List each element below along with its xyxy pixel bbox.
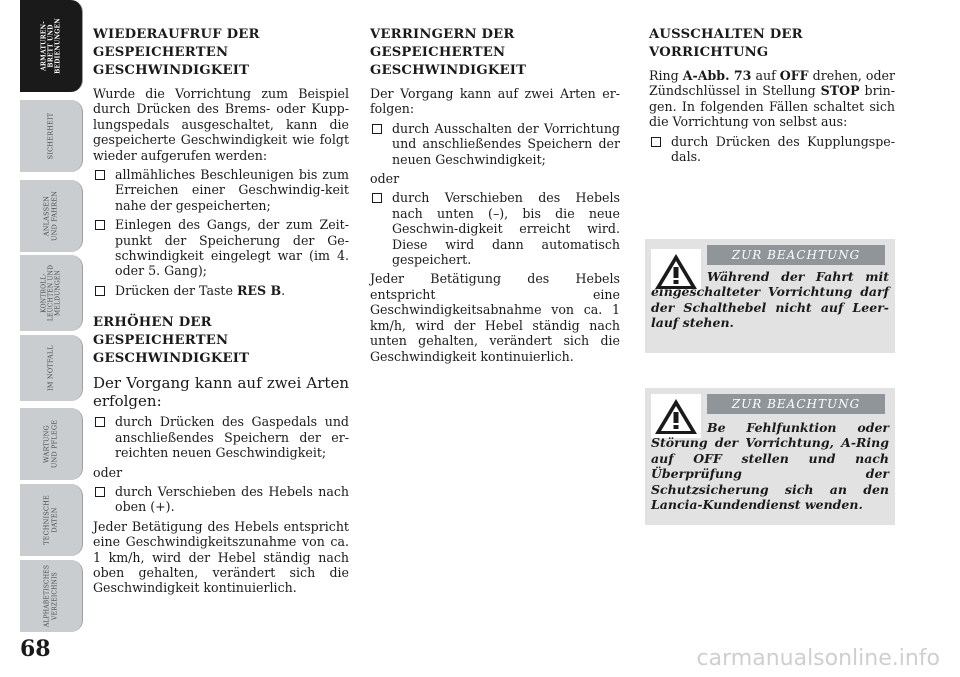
bullet-list [93,414,349,460]
bullet-list [649,134,895,165]
bullet-list [370,121,620,167]
paragraph: Der Vorgang kann auf zwei Arten er-folgen: [370,86,620,117]
checkbox-bullet-icon [372,193,382,203]
page-number: 68 [20,636,51,662]
tab-armaturenbrett[interactable]: ARMATUREN- BRETT UND BEDIENUNGEN [20,0,83,92]
list-item: Drücken der Taste RES B. [93,283,349,298]
checkbox-bullet-icon [95,487,105,497]
column-1 [93,26,349,600]
heading-wiederaufruf: WIEDERAUFRUF DER GESPEICHERTEN GESCHWINDIGKEIT [93,27,260,78]
list-item: allmähliches Beschleunigen bis zum Erreichen einer Geschwindig-keit nahe der gespeicherten; [93,167,349,213]
checkbox-bullet-icon [95,286,105,296]
bullet-list [370,190,620,267]
tab-kontrollleuchten[interactable]: KONTROLL- LEUCHTEN UND MELDUNGEN [20,255,83,331]
warning-text: Be Fehlfunktion oder Störung der Vorrichtung, A-Ring auf OFF stellen und nach Überprüfung der Schutzsicherung sich an den Lancia-Kundendienst wenden. [651,420,889,513]
paragraph: Der Vorgang kann auf zwei Arten erfolgen: [93,374,349,411]
watermark: carmanualsonline.info [696,646,940,671]
tab-technische-daten[interactable]: TECHNISCHE DATEN [20,484,83,556]
tab-anlassen[interactable]: ANLASSEN UND FAHREN [20,180,83,252]
checkbox-bullet-icon [651,137,661,147]
heading-ausschalten: AUSSCHALTEN DER VORRICHTUNG [649,27,803,60]
tab-im-notfall[interactable]: IM NOTFALL [20,335,83,401]
list-item: durch Drücken des Kupplungspe-dals. [649,134,895,165]
paragraph: Wurde die Vorrichtung zum Beispiel durch Drücken des Brems- oder Kupp-lungspedals ausgeschaltet, kann die gespeicherte Geschwindigkeit wie folgt wieder aufgerufen werden: [93,86,349,163]
heading-verringern: VERRINGERN DER GESPEICHERTEN GESCHWINDIGKEIT [370,27,527,78]
bullet-list [93,167,349,298]
warning-title: ZUR BEACHTUNG [707,245,885,265]
bullet-list [93,484,349,515]
paragraph: oder [370,171,400,187]
list-item: durch Drücken des Gaspedals und anschließendes Speichern der er-reichten neuen Geschwindigkeit; [93,414,349,460]
column-3 [649,26,895,168]
heading-erhoehen: ERHÖHEN DER GESPEICHERTEN GESCHWINDIGKEIT [93,315,250,367]
paragraph: oder [93,464,123,480]
list-item: Einlegen des Gangs, der zum Zeit-punkt der Speicherung der Ge-schwindigkeit eingelegt war (im 4. oder 5. Gang); [93,217,349,279]
list-item: durch Verschieben des Hebels nach unten (–), bis die neue Geschwin-digkeit erreicht wird. Diese wird dann automatisch gespeichert. [370,190,620,267]
warning-title: ZUR BEACHTUNG [707,394,885,414]
warning-box [645,388,895,525]
tab-verzeichnis[interactable]: ALPHABETISCHES VERZEICHNIS [20,560,83,632]
checkbox-bullet-icon [372,124,382,134]
column-2 [370,26,620,368]
tab-wartung[interactable]: WARTUNG UND PFLEGE [20,408,83,480]
chapter-sidebar [20,0,82,640]
checkbox-bullet-icon [95,417,105,427]
warning-text: Während der Fahrt mit eingeschalteter Vorrichtung darf der Schalthebel nicht auf Leer-lauf stehen. [651,269,889,331]
checkbox-bullet-icon [95,170,105,180]
checkbox-bullet-icon [95,220,105,230]
paragraph: Ring A-Abb. 73 auf OFF drehen, oder Zündschlüssel in Stellung STOP brin-gen. In folgenden Fällen schaltet sich die Vorrichtung von selbst aus: [649,68,896,130]
tab-sicherheit[interactable]: SICHERHEIT [20,100,83,172]
warning-box [645,239,895,353]
paragraph: Jeder Betätigung des Hebels entspricht eine Geschwindigkeitszunahme von ca. 1 km/h, wird der Hebel ständig nach oben gehalten, verändert sich die Geschwindigkeit kontinuierlich. [93,518,349,596]
list-item: durch Ausschalten der Vorrichtung und anschließendes Speichern der neuen Geschwindigkeit; [370,121,620,167]
list-item: durch Verschieben des Hebels nach oben (+). [93,484,349,515]
paragraph: Jeder Betätigung des Hebels entspricht eine Geschwindigkeitsabnahme von ca. 1 km/h, wird der Hebel ständig nach unten gehalten, verändert sich die Geschwindigkeit kontinuierlich. [370,271,620,364]
